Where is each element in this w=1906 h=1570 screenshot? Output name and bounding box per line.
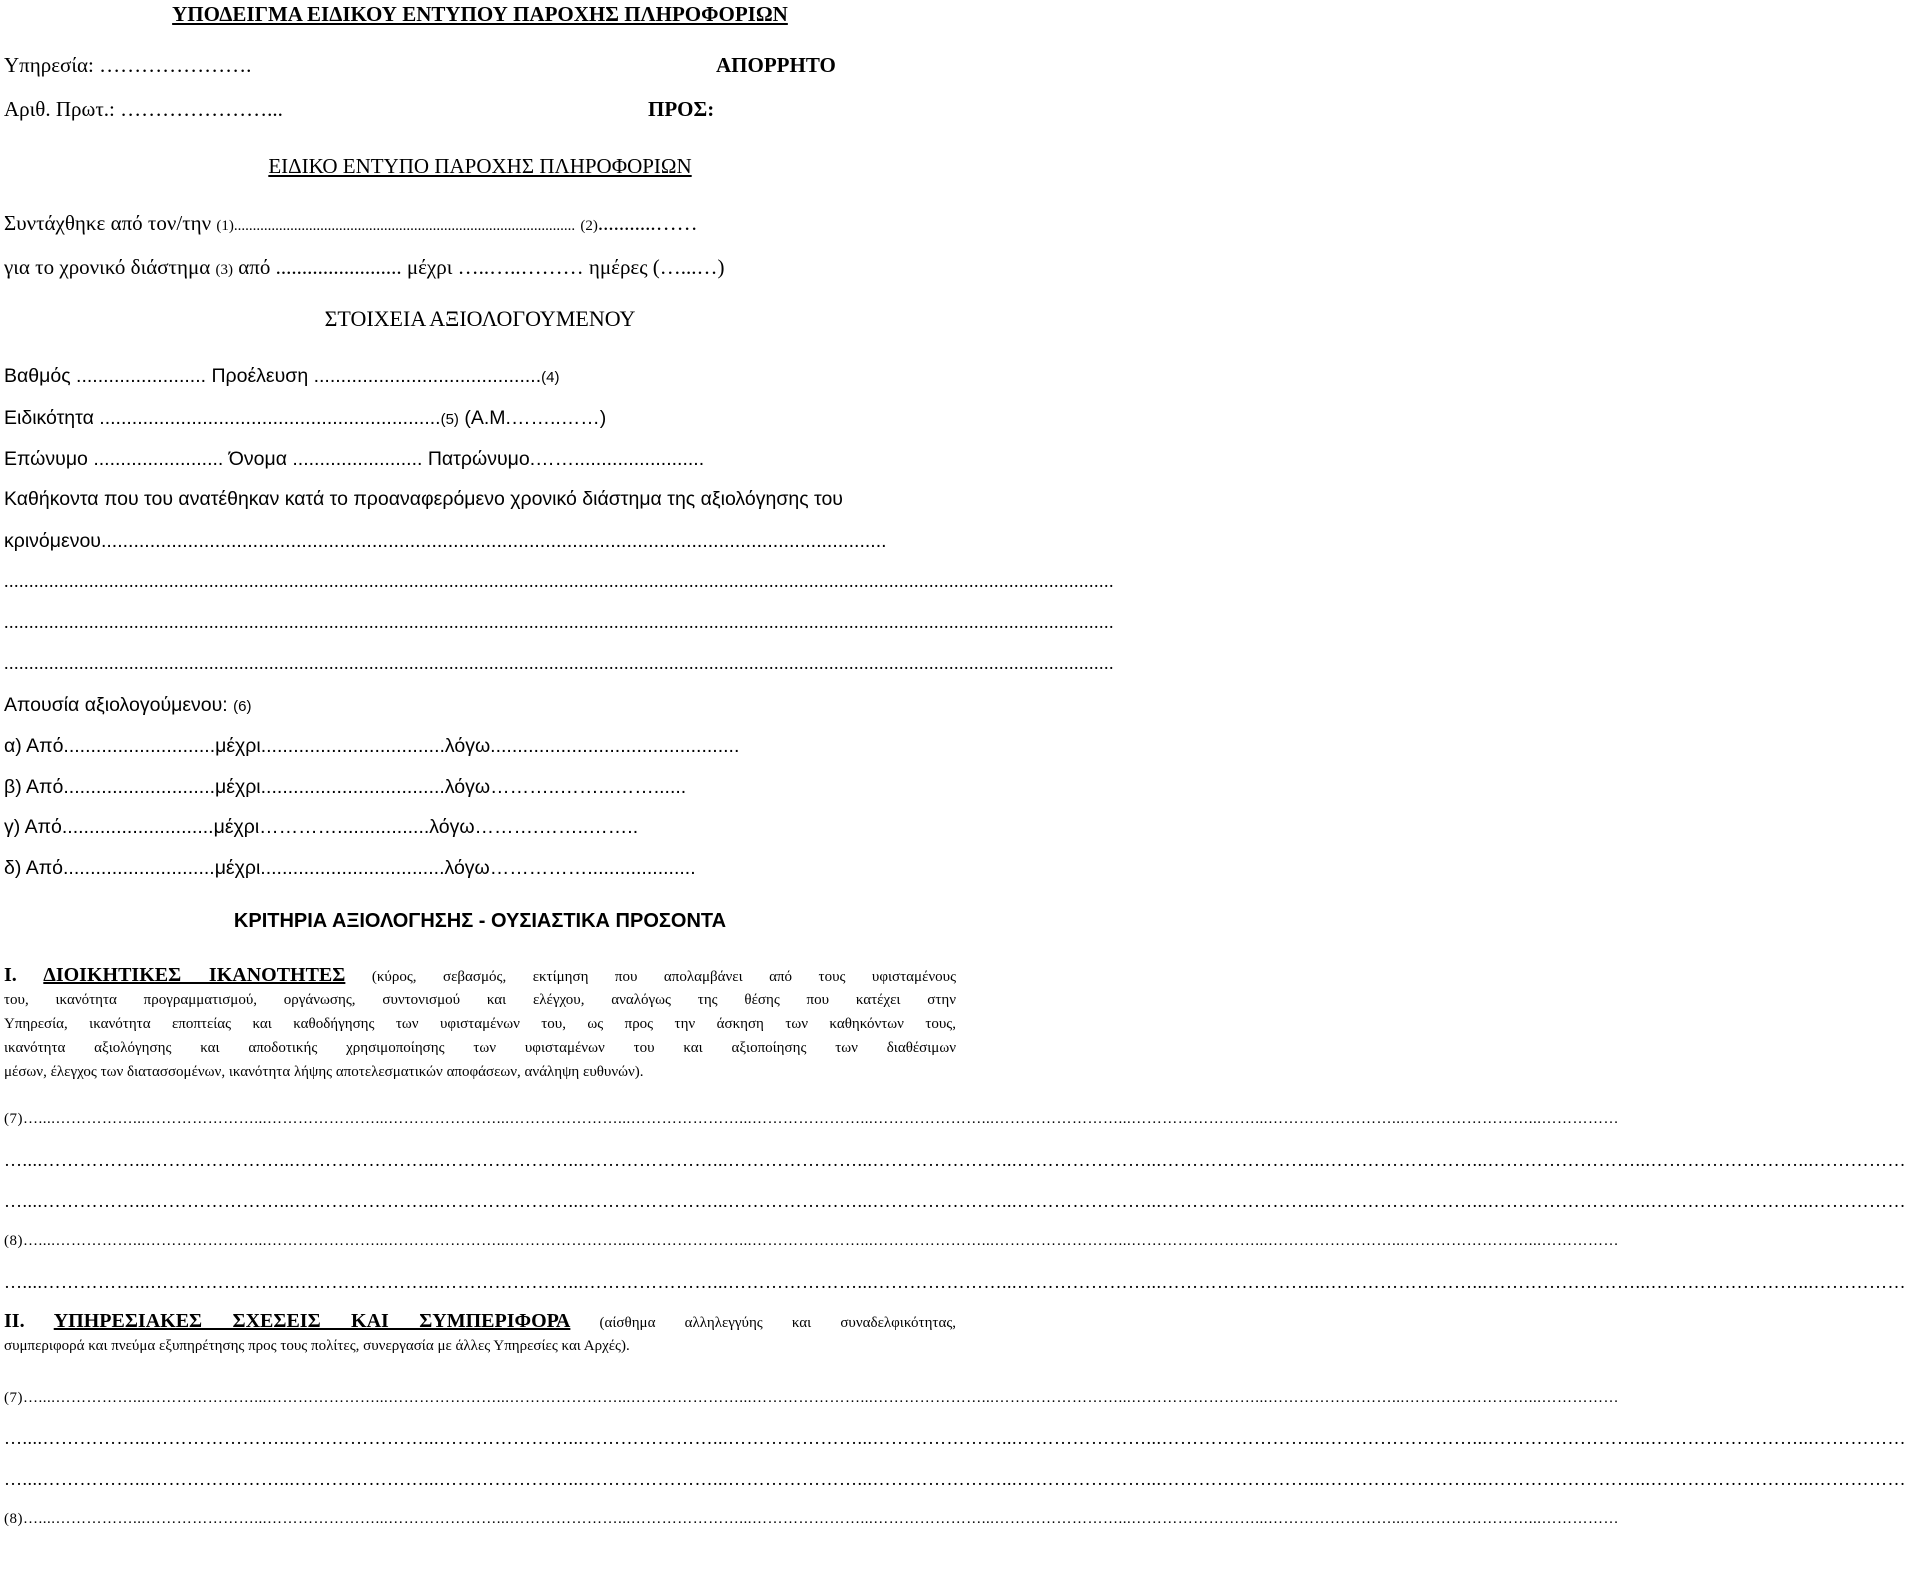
service-value: …………………. bbox=[99, 53, 252, 77]
field-8-line: (8)…....……………...…………………...…………………...…………………...…………………...…………………...…………………...…………………...……………………...……………………...……………………...……………………...…………… bbox=[4, 1233, 1619, 1249]
form-title: ΕΙΔΙΚΟ ΕΝΤΥΠΟ ΠΑΡΟΧΗΣ ΠΛΗΡΟΦΟΡΙΩΝ bbox=[268, 154, 692, 178]
dotted-line: …....……………...…………………...…………………...…………………...…………………...…………………...…………………...…………………...……………………...……………………...……………………...……………………...…………… bbox=[4, 1272, 1906, 1292]
section-2-number: ΙΙ. bbox=[4, 1310, 25, 1332]
protocol-line bbox=[4, 97, 283, 121]
absence-item: δ) Από............................μέχρι..................................λόγω…………….................... bbox=[4, 857, 696, 879]
field-8-line: (8)…....……………...…………………...…………………...…………………...…………………...…………………...…………………...…………………...……………………...……………………...……………………...……………………...…………… bbox=[4, 1511, 1619, 1527]
section-1-description: Ι. ΔΙΟΙΚΗΤΙΚΕΣ ΙΚΑΝΟΤΗΤΕΣ (κύρος, σεβασμός, εκτίμηση που απολαμβάνει από τους υφισταμένους bbox=[4, 964, 957, 986]
protocol-label: Αριθ. Πρωτ.: bbox=[4, 97, 115, 121]
criteria-title: ΚΡΙΤΗΡΙΑ ΑΞΙΟΛΟΓΗΣΗΣ - ΟΥΣΙΑΣΤΙΚΑ ΠΡΟΣΟΝΤΑ bbox=[233, 910, 727, 932]
specialty-line: Ειδικότητα ...............................................................(5) (Α.Μ.……..……) bbox=[4, 407, 607, 429]
recipient-label: ΠΡΟΣ: bbox=[648, 97, 715, 121]
name-line: Επώνυμο ........................ Όνομα ........................ Πατρώνυμο.……........................ bbox=[4, 448, 705, 470]
dotted-line: …....……………...…………………...…………………...…………………...…………………...…………………...…………………...…………………...……………………...……………………...……………………...……………………...…………… bbox=[4, 1469, 1906, 1489]
field-7-line: (7)…....……………...…………………...…………………...…………………...…………………...…………………...…………………...…………………...……………………...……………………...……………………...……………………...…………… bbox=[4, 1111, 1619, 1127]
field-7-line: (7)…....……………...…………………...…………………...…………………...…………………...…………………...…………………...…………………...……………………...……………………...……………………...……………………...…………… bbox=[4, 1390, 1619, 1406]
absence-item: γ) Από............................μέχρι………….................λόγω……….……..…….. bbox=[4, 816, 639, 838]
duties-line-2: κρινόμενου................................................................................................................................................. bbox=[4, 530, 887, 552]
dotted-line: .............................................................................................................................................................................................................................. bbox=[4, 653, 1114, 673]
compiled-by-line: Συντάχθηκε από τον/την (1)........................................................................................... (2)...........…… bbox=[4, 211, 698, 235]
period-line: για το χρονικό διάστημα (3) από ........................ μέχρι …..…..……… ημέρες (…...…) bbox=[4, 255, 725, 279]
evaluated-person-title: ΣΤΟΙΧΕΙΑ ΑΞΙΟΛΟΓΟΥΜΕΝΟΥ bbox=[324, 306, 636, 331]
dotted-line: …....……………...…………………...…………………...…………………...…………………...…………………...…………………...…………………...……………………...……………………...……………………...……………………...…………… bbox=[4, 1191, 1906, 1211]
dotted-line: …....……………...…………………...…………………...…………………...…………………...…………………...…………………...…………………...……………………...……………………...……………………...……………………...…………… bbox=[4, 1428, 1906, 1448]
section-1-description-line: ικανότητα αξιολόγησης και αποδοτικής χρησιμοποίησης των υφισταμένων του και αξιοποίησης των διαθέσιμων bbox=[4, 1040, 956, 1056]
section-2-description-line: συμπεριφορά και πνεύμα εξυπηρέτησης προς τους πολίτες, συνεργασία με άλλες Υπηρεσίες και Αρχές). bbox=[4, 1338, 630, 1354]
classification-label: ΑΠΟΡΡΗΤΟ bbox=[716, 53, 836, 77]
section-1-title: ΔΙΟΙΚΗΤΙΚΕΣ ΙΚΑΝΟΤΗΤΕΣ bbox=[43, 964, 346, 986]
grade-line: Βαθμός ........................ Προέλευση ..........................................(4) bbox=[4, 365, 560, 387]
section-1-description-line: Υπηρεσία, ικανότητα εποπτείας και καθοδήγησης των υφισταμένων του, ως προς την άσκηση των καθηκόντων τους, bbox=[4, 1016, 956, 1032]
service-label: Υπηρεσία: bbox=[4, 53, 94, 77]
section-2-title: ΥΠΗΡΕΣΙΑΚΕΣ ΣΧΕΣΕΙΣ ΚΑΙ ΣΥΜΠΕΡΙΦΟΡΑ bbox=[53, 1310, 571, 1332]
dotted-line: .............................................................................................................................................................................................................................. bbox=[4, 612, 1114, 632]
dotted-line: .............................................................................................................................................................................................................................. bbox=[4, 571, 1114, 591]
protocol-value: …………………... bbox=[120, 97, 283, 121]
absence-item: α) Από............................μέχρι..................................λόγω.............................................. bbox=[4, 735, 740, 757]
section-1-number: Ι. bbox=[4, 964, 17, 986]
dotted-line: …....……………...…………………...…………………...…………………...…………………...…………………...…………………...…………………...……………………...……………………...……………………...……………………...…………… bbox=[4, 1150, 1906, 1170]
document-heading: ΥΠΟΔΕΙΓΜΑ ΕΙΔΙΚΟΥ ΕΝΤΥΠΟΥ ΠΑΡΟΧΗΣ ΠΛΗΡΟΦΟΡΙΩΝ bbox=[172, 2, 788, 26]
absence-item: β) Από............................μέχρι..................................λόγω………..……...……...... bbox=[4, 776, 687, 798]
section-1-description-line: του, ικανότητα προγραμματισμού, οργάνωσης, συντονισμού και ελέγχου, αναλόγως της θέσης που κατέχει στην bbox=[4, 992, 956, 1008]
absence-line: Απουσία αξιολογούμενου: (6) bbox=[4, 694, 252, 716]
service-line bbox=[4, 53, 251, 77]
section-2-description: ΙΙ. ΥΠΗΡΕΣΙΑΚΕΣ ΣΧΕΣΕΙΣ ΚΑΙ ΣΥΜΠΕΡΙΦΟΡΑ (αίσθημα αλληλεγγύης και συναδελφικότητας, bbox=[4, 1310, 957, 1332]
duties-line-1: Καθήκοντα που του ανατέθηκαν κατά το προαναφερόμενο χρονικό διάστημα της αξιολόγησης του bbox=[4, 488, 843, 510]
section-1-description-line: μέσων, έλεγχος των διατασσομένων, ικανότητα λήψης αποτελεσματικών αποφάσεων, ανάληψη ευθυνών). bbox=[4, 1064, 644, 1080]
